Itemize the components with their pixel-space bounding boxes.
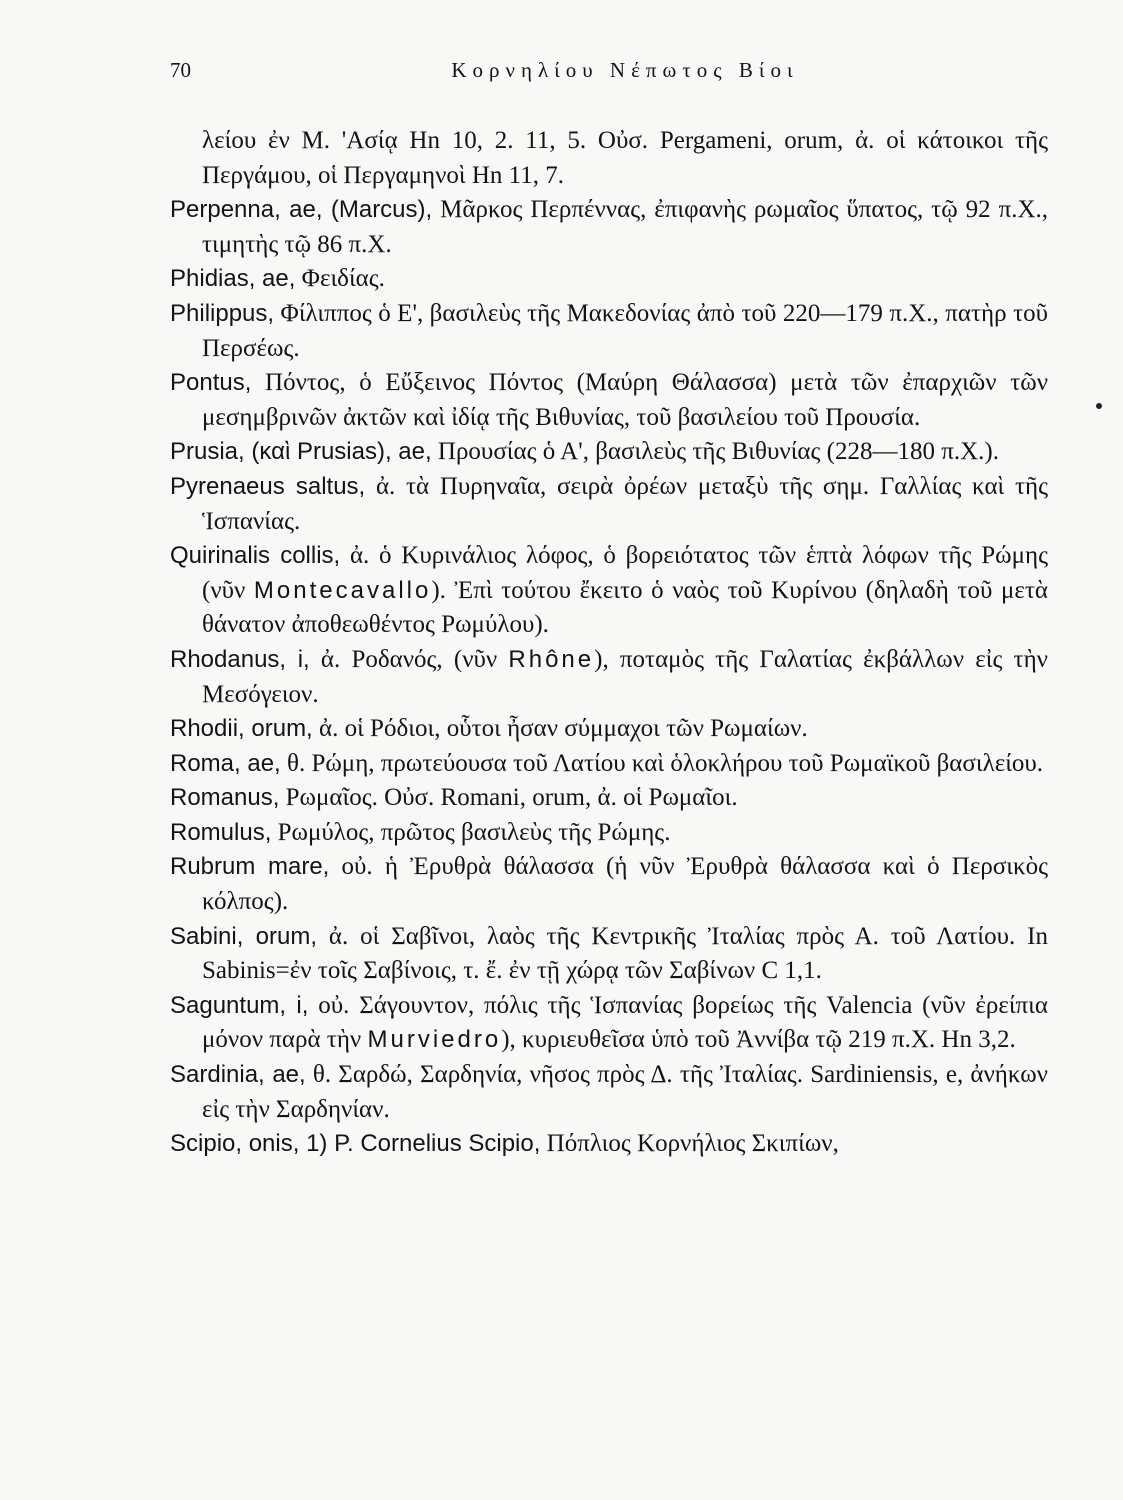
glossary-entry: Philippus, Φίλιππος ὁ Ε', βασιλεὺς τῆς Μακεδονίας ἀπὸ τοῦ 220—179 π.Χ., πατὴρ τοῦ Περσέως. xyxy=(170,299,1048,362)
glossary-entries xyxy=(170,124,1048,1162)
running-head: Κορνηλίου Νέπωτος Βίοι xyxy=(451,58,799,82)
glossary-entry: Quirinalis collis, ἀ. ὁ Κυρινάλιος λόφος, ὁ βορειότατος τῶν ἑπτὰ λόφων τῆς Ρώμης (νῦν Montecavallo). Ἐπὶ τούτου ἔκειτο ὁ ναὸς τοῦ Κυρίνου (δηλαδὴ τοῦ μετὰ θάνατον ἀποθεωθέντος Ρωμύλου). xyxy=(170,542,1048,639)
glossary-entry: Prusia, (καὶ Prusias), ae, Προυσίας ὁ Α', βασιλεὺς τῆς Βιθυνίας (228—180 π.Χ.). xyxy=(170,438,999,466)
glossary-entry: Pontus, Πόντος, ὁ Εὔξεινος Πόντος (Μαύρη Θάλασσα) μετὰ τῶν ἐπαρχιῶν τῶν μεσημβρινῶν ἀκτῶν καὶ ἰδίᾳ τῆς Βιθυνίας, τοῦ βασιλείου τοῦ Προυσία. xyxy=(170,369,1048,431)
margin-dot xyxy=(1096,403,1102,409)
glossary-entry: Pyrenaeus saltus, ἀ. τὰ Πυρηναῖα, σειρὰ ὀρέων μεταξὺ τῆς σημ. Γαλλίας καὶ τῆς Ἱσπανίας. xyxy=(170,472,1048,535)
glossary-entry: Rubrum mare, οὐ. ἡ Ἐρυθρὰ θάλασσα (ἡ νῦν Ἐρυθρὰ θάλασσα καὶ ὁ Περσικὸς κόλπος). xyxy=(170,853,1049,916)
page-number: 70 xyxy=(170,58,191,82)
glossary-entry: Scipio, onis, 1) P. Cornelius Scipio, Πόπλιος Κορνήλιος Σκιπίων, xyxy=(170,1130,839,1158)
glossary-entry: λείου ἐν Μ. 'Ασίᾳ Hn 10, 2. 11, 5. Οὐσ. Pergameni, orum, ἀ. οἱ κάτοικοι τῆς Περγάμου, οἱ Περγαμηνοὶ Hn 11, 7. xyxy=(202,127,1048,189)
glossary-entry: Rhodanus, i, ἀ. Ροδανός, (νῦν Rhône), ποταμὸς τῆς Γαλατίας ἐκβάλλων εἰς τὴν Μεσόγειον. xyxy=(170,645,1048,708)
glossary-entry: Saguntum, i, οὐ. Σάγουντον, πόλις τῆς Ἱσπανίας βορείως τῆς Valencia (νῦν ἐρείπια μόνον παρὰ τὴν Murviedro), κυριευθεῖσα ὑπὸ τοῦ Ἀννίβα τῷ 219 π.Χ. Hn 3,2. xyxy=(170,991,1048,1054)
glossary-entry: Rhodii, orum, ἀ. οἱ Ρόδιοι, οὗτοι ἦσαν σύμμαχοι τῶν Ρωμαίων. xyxy=(170,715,808,743)
glossary-entry: Sardinia, ae, θ. Σαρδώ, Σαρδηνία, νῆσος πρὸς Δ. τῆς Ἰταλίας. Sardiniensis, e, ἀνήκων εἰς τὴν Σαρδηνίαν. xyxy=(170,1061,1048,1123)
glossary-entry: Romanus, Ρωμαῖος. Οὐσ. Romani, orum, ἀ. οἱ Ρωμαῖοι. xyxy=(170,784,738,812)
glossary-entry: Romulus, Ρωμύλος, πρῶτος βασιλεὺς τῆς Ρώμης. xyxy=(170,818,671,846)
glossary-entry: Sabini, orum, ἀ. οἱ Σαβῖνοι, λαὸς τῆς Κεντρικῆς Ἰταλίας πρὸς Α. τοῦ Λατίου. In Sabinis=ἐν τοῖς Σαβίνοις, τ. ἔ. ἐν τῇ χώρᾳ τῶν Σαβίνων C 1,1. xyxy=(170,922,1048,985)
glossary-entry: Perpenna, ae, (Marcus), Μᾶρκος Περπέννας, ἐπιφανὴς ρωμαῖος ὕπατος, τῷ 92 π.Χ., τιμητὴς τῷ 86 π.Χ. xyxy=(170,196,1049,258)
glossary-entry: Phidias, ae, Φειδίας. xyxy=(170,265,385,293)
glossary-entry: Roma, ae, θ. Ρώμη, πρωτεύουσα τοῦ Λατίου καὶ ὁλοκλήρου τοῦ Ρωμαϊκοῦ βασιλείου. xyxy=(170,749,1044,777)
